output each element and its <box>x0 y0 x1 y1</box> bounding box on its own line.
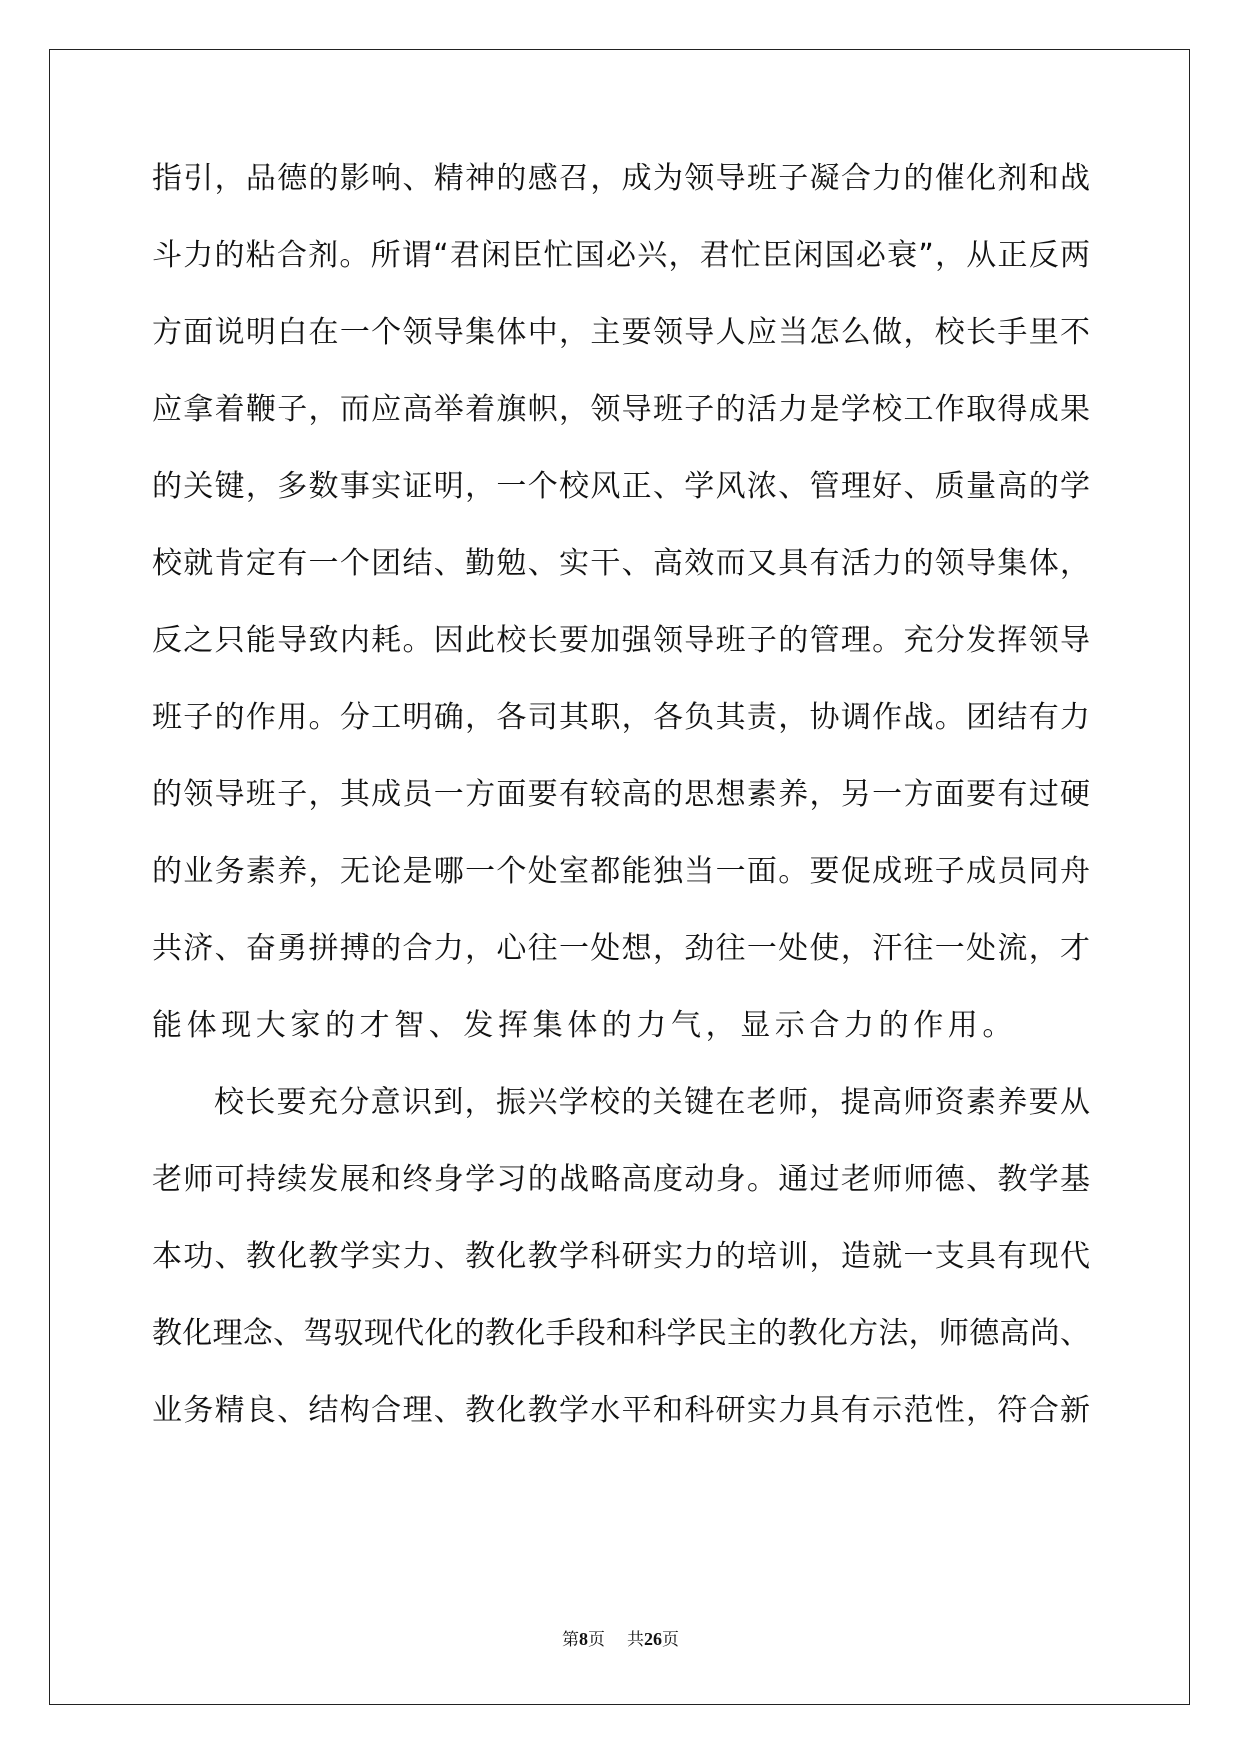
paragraph-1-line-1: 指引，品德的影响、精神的感召，成为领导班子凝合力的催化剂和战 <box>152 161 1090 196</box>
paragraph-1-line-9: 的领导班子，其成员一方面要有较高的思想素养，另一方面要有过硬 <box>152 777 1090 812</box>
paragraph-2-line-2: 老师可持续发展和终身学习的战略高度动身。通过老师师德、教学基 <box>152 1162 1090 1197</box>
paragraph-2-line-3: 本功、教化教学实力、教化教学科研实力的培训，造就一支具有现代 <box>152 1239 1090 1274</box>
footer-total-suffix: 页 <box>662 1630 679 1650</box>
paragraph-1-line-7: 反之只能导致内耗。因此校长要加强领导班子的管理。充分发挥领导 <box>152 623 1090 658</box>
paragraph-2-line-5: 业务精良、结构合理、教化教学水平和科研实力具有示范性，符合新 <box>152 1393 1090 1428</box>
paragraph-2-line-1: 校长要充分意识到，振兴学校的关键在老师，提高师资素养要从 <box>214 1085 1090 1120</box>
paragraph-2-line-4: 教化理念、驾驭现代化的教化手段和科学民主的教化方法，师德高尚、 <box>152 1316 1090 1351</box>
footer-page-number: 8 <box>579 1629 588 1649</box>
paragraph-1-line-4: 应拿着鞭子，而应高举着旗帜，领导班子的活力是学校工作取得成果 <box>152 392 1090 427</box>
footer-total-pages: 26 <box>644 1629 662 1649</box>
paragraph-1-line-2: 斗力的粘合剂。所谓“君闲臣忙国必兴，君忙臣闲国必衰”，从正反两 <box>152 238 1090 273</box>
paragraph-1-line-10: 的业务素养，无论是哪一个处室都能独当一面。要促成班子成员同舟 <box>152 854 1090 889</box>
paragraph-1-line-11: 共济、奋勇拼搏的合力，心往一处想，劲往一处使，汗往一处流，才 <box>152 931 1090 966</box>
footer-page-prefix: 第 <box>562 1630 579 1650</box>
paragraph-1-line-6: 校就肯定有一个团结、勤勉、实干、高效而又具有活力的领导集体， <box>152 546 1090 581</box>
footer-total-prefix: 共 <box>627 1630 644 1650</box>
paragraph-1-line-8: 班子的作用。分工明确，各司其职，各负其责，协调作战。团结有力 <box>152 700 1090 735</box>
page-footer <box>0 1625 1241 1650</box>
paragraph-1-line-5: 的关键，多数事实证明，一个校风正、学风浓、管理好、质量高的学 <box>152 469 1090 504</box>
paragraph-1-line-3: 方面说明白在一个领导集体中，主要领导人应当怎么做，校长手里不 <box>152 315 1090 350</box>
document-body <box>152 161 1090 1473</box>
footer-page-suffix: 页 <box>588 1630 605 1650</box>
paragraph-1-line-12: 能体现大家的才智、发挥集体的力气，显示合力的作用。 <box>152 1008 1017 1043</box>
